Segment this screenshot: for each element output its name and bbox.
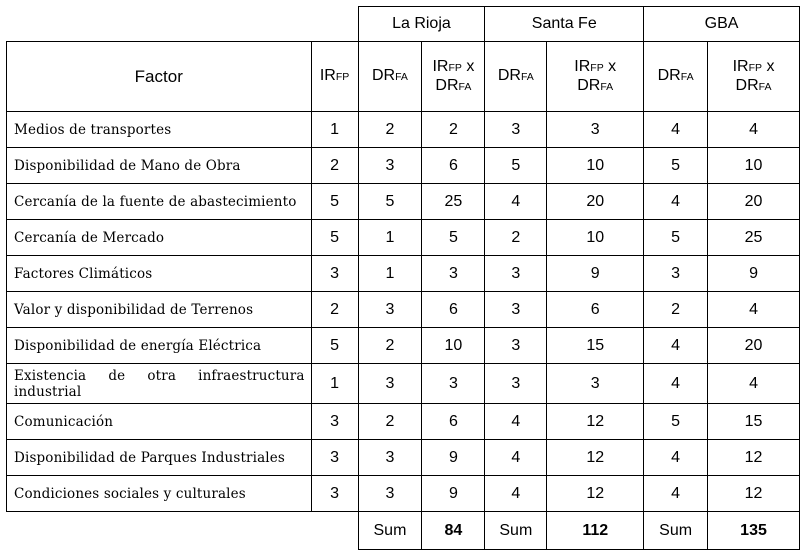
product-value-cell: 6	[422, 404, 485, 440]
table-row	[7, 364, 800, 404]
product-value-cell: 25	[422, 184, 485, 220]
product-value-cell: 15	[708, 404, 800, 440]
region-header-row	[7, 7, 800, 42]
ir-value-cell: 3	[311, 476, 358, 512]
ir-value-cell: 3	[311, 256, 358, 292]
dr-value-cell: 1	[358, 256, 422, 292]
product-value-cell: 10	[708, 148, 800, 184]
dr-value-cell: 5	[644, 148, 708, 184]
product-header-line-2	[708, 77, 799, 96]
dr-sub-text: FA	[520, 71, 534, 83]
product-value-cell: 12	[547, 404, 644, 440]
dr-value-cell: 3	[358, 364, 422, 404]
factor-name-cell: Factores Climáticos	[7, 256, 312, 292]
product-header-line-1	[422, 58, 484, 77]
dr-value-cell: 3	[358, 440, 422, 476]
product-value-cell: 12	[708, 440, 800, 476]
dr-value-cell: 2	[644, 292, 708, 328]
product-dr-sub: FA	[758, 80, 772, 93]
factor-name-cell: Existencia de otra infraestructura industrial	[7, 364, 312, 404]
dr-value-cell: 2	[485, 220, 547, 256]
dr-value-cell: 5	[358, 184, 422, 220]
product-value-cell: 4	[708, 112, 800, 148]
dr-value-cell: 3	[644, 256, 708, 292]
dr-value-cell: 4	[644, 364, 708, 404]
product-column-header-la-rioja	[422, 42, 485, 112]
sum-value-cell: 84	[422, 512, 485, 550]
factor-name-cell: Disponibilidad de Parques Industriales	[7, 440, 312, 476]
product-value-cell: 6	[547, 292, 644, 328]
dr-value-cell: 5	[644, 220, 708, 256]
sum-label-cell: Sum	[358, 512, 422, 550]
dr-value-cell: 4	[644, 184, 708, 220]
product-value-cell: 12	[547, 440, 644, 476]
product-value-cell: 12	[708, 476, 800, 512]
product-value-cell: 15	[547, 328, 644, 364]
dr-value-cell: 3	[358, 292, 422, 328]
product-value-cell: 4	[708, 364, 800, 404]
dr-sub-text: FA	[680, 71, 694, 83]
dr-value-cell: 3	[358, 148, 422, 184]
product-value-cell: 20	[708, 328, 800, 364]
sum-label-cell: Sum	[644, 512, 708, 550]
dr-value-cell: 4	[644, 440, 708, 476]
dr-value-cell: 4	[485, 440, 547, 476]
factor-name-cell: Cercanía de Mercado	[7, 220, 312, 256]
sum-blank-cell	[7, 512, 359, 550]
factor-name-cell: Comunicación	[7, 404, 312, 440]
product-ir-sub: FP	[748, 61, 763, 74]
table-row	[7, 292, 800, 328]
table-row	[7, 404, 800, 440]
product-value-cell: 3	[547, 364, 644, 404]
product-column-header-gba	[708, 42, 800, 112]
product-dr-sub: FA	[600, 80, 614, 93]
dr-value-cell: 2	[358, 404, 422, 440]
product-value-cell: 3	[422, 256, 485, 292]
ir-value-cell: 3	[311, 404, 358, 440]
region-header-santa-fe: Santa Fe	[485, 7, 644, 42]
product-value-cell: 20	[708, 184, 800, 220]
dr-value-cell: 1	[358, 220, 422, 256]
dr-value-cell: 3	[358, 476, 422, 512]
dr-sub-text: FA	[395, 71, 408, 83]
factor-name-cell: Disponibilidad de energía Eléctrica	[7, 328, 312, 364]
dr-value-cell: 3	[485, 292, 547, 328]
factor-name-cell: Condiciones sociales y culturales	[7, 476, 312, 512]
table-row	[7, 440, 800, 476]
product-column-header-santa-fe	[547, 42, 644, 112]
dr-value-cell: 2	[358, 112, 422, 148]
location-factor-table	[6, 6, 800, 550]
factor-column-header: Factor	[7, 42, 312, 112]
ir-main-text: IR	[319, 67, 336, 84]
dr-value-cell: 3	[485, 364, 547, 404]
product-value-cell: 9	[708, 256, 800, 292]
dr-value-cell: 4	[485, 476, 547, 512]
dr-value-cell: 4	[644, 112, 708, 148]
product-value-cell: 20	[547, 184, 644, 220]
product-value-cell: 6	[422, 148, 485, 184]
product-header-line-2	[547, 77, 643, 96]
product-ir-main: IR	[432, 57, 449, 75]
factor-name-cell: Cercanía de la fuente de abastecimiento	[7, 184, 312, 220]
dr-value-cell: 3	[485, 256, 547, 292]
dr-value-cell: 2	[358, 328, 422, 364]
product-header-line-1	[708, 58, 799, 77]
table-row	[7, 184, 800, 220]
product-dr-main: DR	[577, 76, 601, 94]
region-header-gba: GBA	[644, 7, 800, 42]
dr-value-cell: 3	[485, 328, 547, 364]
product-value-cell: 9	[422, 476, 485, 512]
ir-value-cell: 5	[311, 328, 358, 364]
dr-column-header-la-rioja	[358, 42, 422, 112]
product-header-line-1	[547, 58, 643, 77]
dr-value-cell: 4	[644, 328, 708, 364]
factor-name-cell: Medios de transportes	[7, 112, 312, 148]
dr-column-header-gba	[644, 42, 708, 112]
dr-column-header-santa-fe	[485, 42, 547, 112]
dr-main-text: DR	[497, 67, 521, 84]
table-row	[7, 220, 800, 256]
header-blank-cell	[7, 7, 359, 42]
product-value-cell: 10	[547, 148, 644, 184]
dr-value-cell: 4	[644, 476, 708, 512]
ir-value-cell: 5	[311, 184, 358, 220]
table-row	[7, 148, 800, 184]
product-value-cell: 12	[547, 476, 644, 512]
ir-value-cell: 2	[311, 292, 358, 328]
ir-value-cell: 2	[311, 148, 358, 184]
sum-row	[7, 512, 800, 550]
table-row	[7, 112, 800, 148]
product-value-cell: 2	[422, 112, 485, 148]
sum-value-cell: 112	[547, 512, 644, 550]
product-value-cell: 3	[422, 364, 485, 404]
product-value-cell: 6	[422, 292, 485, 328]
dr-value-cell: 5	[485, 148, 547, 184]
table-row	[7, 476, 800, 512]
product-ir-sub: FP	[590, 61, 604, 74]
ir-value-cell: 5	[311, 220, 358, 256]
ir-value-cell: 3	[311, 440, 358, 476]
dr-main-text: DR	[657, 67, 681, 84]
product-dr-sub: FA	[458, 80, 472, 93]
dr-value-cell: 5	[644, 404, 708, 440]
ir-value-cell: 1	[311, 364, 358, 404]
ir-sub-text: FP	[335, 71, 350, 83]
product-dr-main: DR	[735, 76, 759, 94]
product-x: x	[461, 57, 475, 75]
product-x: x	[603, 57, 617, 75]
product-ir-main: IR	[574, 57, 591, 75]
product-x: x	[762, 57, 775, 75]
dr-value-cell: 3	[485, 112, 547, 148]
region-header-la-rioja: La Rioja	[358, 7, 485, 42]
product-value-cell: 10	[547, 220, 644, 256]
product-ir-main: IR	[732, 57, 749, 75]
product-header-line-2	[422, 77, 484, 96]
ir-column-header	[311, 42, 358, 112]
product-value-cell: 25	[708, 220, 800, 256]
column-header-row	[7, 42, 800, 112]
dr-main-text: DR	[371, 67, 396, 84]
sum-label-cell: Sum	[485, 512, 547, 550]
factor-name-cell: Disponibilidad de Mano de Obra	[7, 148, 312, 184]
sum-value-cell: 135	[708, 512, 800, 550]
product-value-cell: 9	[422, 440, 485, 476]
table-row	[7, 328, 800, 364]
dr-value-cell: 4	[485, 404, 547, 440]
product-value-cell: 5	[422, 220, 485, 256]
product-value-cell: 10	[422, 328, 485, 364]
product-dr-main: DR	[435, 76, 459, 94]
dr-value-cell: 4	[485, 184, 547, 220]
product-value-cell: 9	[547, 256, 644, 292]
factor-name-cell: Valor y disponibilidad de Terrenos	[7, 292, 312, 328]
product-value-cell: 4	[708, 292, 800, 328]
table-row	[7, 256, 800, 292]
product-ir-sub: FP	[448, 61, 462, 74]
ir-value-cell: 1	[311, 112, 358, 148]
product-value-cell: 3	[547, 112, 644, 148]
